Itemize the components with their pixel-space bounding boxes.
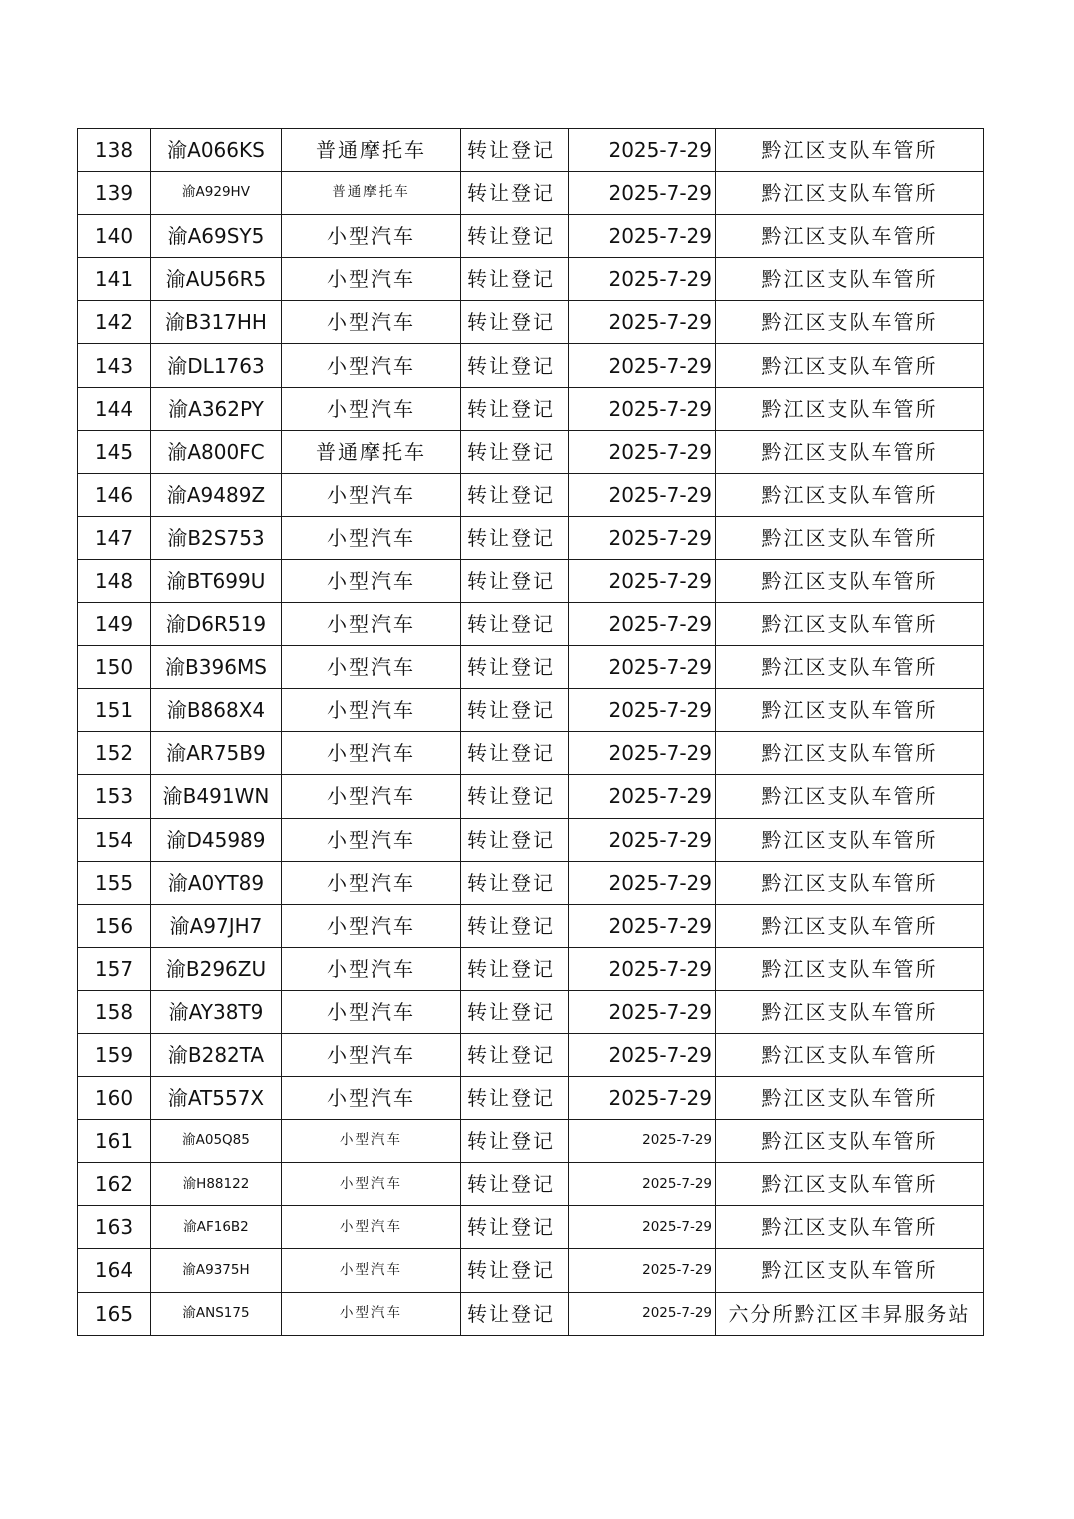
row-number-cell: 159 bbox=[78, 1033, 151, 1076]
table-row bbox=[78, 172, 984, 215]
registration-date-cell: 2025-7-29 bbox=[569, 387, 716, 430]
registration-date-cell: 2025-7-29 bbox=[569, 689, 716, 732]
registration-date-cell: 2025-7-29 bbox=[569, 775, 716, 818]
registration-date-cell: 2025-7-29 bbox=[569, 1120, 716, 1163]
plate-number-cell: 渝AF16B2 bbox=[151, 1206, 282, 1249]
business-type-cell: 转让登记 bbox=[461, 1206, 569, 1249]
table-row bbox=[78, 646, 984, 689]
business-type-cell: 转让登记 bbox=[461, 1120, 569, 1163]
business-type-cell: 转让登记 bbox=[461, 1249, 569, 1292]
handling-office-cell: 黔江区支队车管所 bbox=[716, 861, 984, 904]
row-number-cell: 150 bbox=[78, 646, 151, 689]
handling-office-cell: 黔江区支队车管所 bbox=[716, 1249, 984, 1292]
vehicle-type-cell: 小型汽车 bbox=[282, 1077, 461, 1120]
business-type-cell: 转让登记 bbox=[461, 1292, 569, 1335]
vehicle-type-cell: 小型汽车 bbox=[282, 387, 461, 430]
vehicle-type-cell: 小型汽车 bbox=[282, 1292, 461, 1335]
vehicle-type-cell: 小型汽车 bbox=[282, 258, 461, 301]
business-type-cell: 转让登记 bbox=[461, 818, 569, 861]
table-row bbox=[78, 516, 984, 559]
row-number-cell: 163 bbox=[78, 1206, 151, 1249]
plate-number-cell: 渝B317HH bbox=[151, 301, 282, 344]
business-type-cell: 转让登记 bbox=[461, 990, 569, 1033]
vehicle-type-cell: 小型汽车 bbox=[282, 1206, 461, 1249]
plate-number-cell: 渝A362PY bbox=[151, 387, 282, 430]
row-number-cell: 162 bbox=[78, 1163, 151, 1206]
handling-office-cell: 黔江区支队车管所 bbox=[716, 818, 984, 861]
business-type-cell: 转让登记 bbox=[461, 129, 569, 172]
handling-office-cell: 黔江区支队车管所 bbox=[716, 1206, 984, 1249]
handling-office-cell: 黔江区支队车管所 bbox=[716, 1120, 984, 1163]
handling-office-cell: 黔江区支队车管所 bbox=[716, 1163, 984, 1206]
row-number-cell: 155 bbox=[78, 861, 151, 904]
business-type-cell: 转让登记 bbox=[461, 689, 569, 732]
vehicle-type-cell: 小型汽车 bbox=[282, 603, 461, 646]
registration-date-cell: 2025-7-29 bbox=[569, 1249, 716, 1292]
registration-date-cell: 2025-7-29 bbox=[569, 603, 716, 646]
plate-number-cell: 渝A066KS bbox=[151, 129, 282, 172]
row-number-cell: 143 bbox=[78, 344, 151, 387]
plate-number-cell: 渝A800FC bbox=[151, 430, 282, 473]
business-type-cell: 转让登记 bbox=[461, 1077, 569, 1120]
handling-office-cell: 黔江区支队车管所 bbox=[716, 344, 984, 387]
plate-number-cell: 渝DL1763 bbox=[151, 344, 282, 387]
handling-office-cell: 黔江区支队车管所 bbox=[716, 430, 984, 473]
vehicle-type-cell: 普通摩托车 bbox=[282, 129, 461, 172]
plate-number-cell: 渝B396MS bbox=[151, 646, 282, 689]
business-type-cell: 转让登记 bbox=[461, 947, 569, 990]
row-number-cell: 153 bbox=[78, 775, 151, 818]
registration-date-cell: 2025-7-29 bbox=[569, 861, 716, 904]
table-row bbox=[78, 775, 984, 818]
registration-date-cell: 2025-7-29 bbox=[569, 215, 716, 258]
table-row bbox=[78, 1120, 984, 1163]
registration-date-cell: 2025-7-29 bbox=[569, 1077, 716, 1120]
registration-date-cell: 2025-7-29 bbox=[569, 301, 716, 344]
plate-number-cell: 渝AR75B9 bbox=[151, 732, 282, 775]
plate-number-cell: 渝A929HV bbox=[151, 172, 282, 215]
vehicle-type-cell: 小型汽车 bbox=[282, 344, 461, 387]
business-type-cell: 转让登记 bbox=[461, 344, 569, 387]
business-type-cell: 转让登记 bbox=[461, 1033, 569, 1076]
vehicle-type-cell: 小型汽车 bbox=[282, 904, 461, 947]
business-type-cell: 转让登记 bbox=[461, 301, 569, 344]
business-type-cell: 转让登记 bbox=[461, 904, 569, 947]
table-row bbox=[78, 387, 984, 430]
handling-office-cell: 黔江区支队车管所 bbox=[716, 775, 984, 818]
table-row bbox=[78, 559, 984, 602]
handling-office-cell: 黔江区支队车管所 bbox=[716, 516, 984, 559]
plate-number-cell: 渝AT557X bbox=[151, 1077, 282, 1120]
row-number-cell: 161 bbox=[78, 1120, 151, 1163]
table-row bbox=[78, 990, 984, 1033]
vehicle-type-cell: 小型汽车 bbox=[282, 516, 461, 559]
table-row bbox=[78, 904, 984, 947]
vehicle-registration-table bbox=[77, 128, 984, 1336]
table-row bbox=[78, 1033, 984, 1076]
plate-number-cell: 渝ANS175 bbox=[151, 1292, 282, 1335]
row-number-cell: 154 bbox=[78, 818, 151, 861]
registration-date-cell: 2025-7-29 bbox=[569, 904, 716, 947]
registration-date-cell: 2025-7-29 bbox=[569, 1163, 716, 1206]
row-number-cell: 149 bbox=[78, 603, 151, 646]
plate-number-cell: 渝A69SY5 bbox=[151, 215, 282, 258]
table-row bbox=[78, 689, 984, 732]
business-type-cell: 转让登记 bbox=[461, 172, 569, 215]
handling-office-cell: 黔江区支队车管所 bbox=[716, 904, 984, 947]
plate-number-cell: 渝B2S753 bbox=[151, 516, 282, 559]
business-type-cell: 转让登记 bbox=[461, 258, 569, 301]
handling-office-cell: 黔江区支队车管所 bbox=[716, 473, 984, 516]
handling-office-cell: 黔江区支队车管所 bbox=[716, 559, 984, 602]
plate-number-cell: 渝BT699U bbox=[151, 559, 282, 602]
business-type-cell: 转让登记 bbox=[461, 775, 569, 818]
table-row bbox=[78, 1206, 984, 1249]
registration-date-cell: 2025-7-29 bbox=[569, 1206, 716, 1249]
registration-date-cell: 2025-7-29 bbox=[569, 559, 716, 602]
handling-office-cell: 黔江区支队车管所 bbox=[716, 215, 984, 258]
handling-office-cell: 黔江区支队车管所 bbox=[716, 387, 984, 430]
row-number-cell: 151 bbox=[78, 689, 151, 732]
row-number-cell: 165 bbox=[78, 1292, 151, 1335]
row-number-cell: 158 bbox=[78, 990, 151, 1033]
table-row bbox=[78, 301, 984, 344]
business-type-cell: 转让登记 bbox=[461, 387, 569, 430]
handling-office-cell: 黔江区支队车管所 bbox=[716, 1033, 984, 1076]
row-number-cell: 138 bbox=[78, 129, 151, 172]
table-body bbox=[78, 129, 984, 1336]
business-type-cell: 转让登记 bbox=[461, 603, 569, 646]
registration-date-cell: 2025-7-29 bbox=[569, 947, 716, 990]
registration-date-cell: 2025-7-29 bbox=[569, 1033, 716, 1076]
table-row bbox=[78, 215, 984, 258]
business-type-cell: 转让登记 bbox=[461, 732, 569, 775]
vehicle-type-cell: 小型汽车 bbox=[282, 1163, 461, 1206]
registration-date-cell: 2025-7-29 bbox=[569, 344, 716, 387]
plate-number-cell: 渝D45989 bbox=[151, 818, 282, 861]
row-number-cell: 148 bbox=[78, 559, 151, 602]
business-type-cell: 转让登记 bbox=[461, 473, 569, 516]
plate-number-cell: 渝H88122 bbox=[151, 1163, 282, 1206]
table-row bbox=[78, 732, 984, 775]
table-row bbox=[78, 1292, 984, 1335]
plate-number-cell: 渝A9489Z bbox=[151, 473, 282, 516]
plate-number-cell: 渝B491WN bbox=[151, 775, 282, 818]
vehicle-type-cell: 小型汽车 bbox=[282, 1249, 461, 1292]
row-number-cell: 146 bbox=[78, 473, 151, 516]
plate-number-cell: 渝AU56R5 bbox=[151, 258, 282, 301]
plate-number-cell: 渝D6R519 bbox=[151, 603, 282, 646]
business-type-cell: 转让登记 bbox=[461, 1163, 569, 1206]
row-number-cell: 139 bbox=[78, 172, 151, 215]
table-row bbox=[78, 344, 984, 387]
handling-office-cell: 黔江区支队车管所 bbox=[716, 258, 984, 301]
vehicle-type-cell: 小型汽车 bbox=[282, 947, 461, 990]
vehicle-type-cell: 小型汽车 bbox=[282, 473, 461, 516]
business-type-cell: 转让登记 bbox=[461, 430, 569, 473]
plate-number-cell: 渝A0YT89 bbox=[151, 861, 282, 904]
registration-date-cell: 2025-7-29 bbox=[569, 258, 716, 301]
vehicle-type-cell: 普通摩托车 bbox=[282, 430, 461, 473]
vehicle-type-cell: 小型汽车 bbox=[282, 215, 461, 258]
plate-number-cell: 渝B868X4 bbox=[151, 689, 282, 732]
table-row bbox=[78, 1249, 984, 1292]
row-number-cell: 157 bbox=[78, 947, 151, 990]
vehicle-type-cell: 小型汽车 bbox=[282, 1033, 461, 1076]
handling-office-cell: 黔江区支队车管所 bbox=[716, 947, 984, 990]
vehicle-type-cell: 小型汽车 bbox=[282, 861, 461, 904]
table-row bbox=[78, 129, 984, 172]
row-number-cell: 156 bbox=[78, 904, 151, 947]
table-row bbox=[78, 947, 984, 990]
vehicle-type-cell: 小型汽车 bbox=[282, 1120, 461, 1163]
plate-number-cell: 渝B296ZU bbox=[151, 947, 282, 990]
business-type-cell: 转让登记 bbox=[461, 215, 569, 258]
business-type-cell: 转让登记 bbox=[461, 559, 569, 602]
vehicle-type-cell: 小型汽车 bbox=[282, 775, 461, 818]
plate-number-cell: 渝B282TA bbox=[151, 1033, 282, 1076]
registration-date-cell: 2025-7-29 bbox=[569, 129, 716, 172]
handling-office-cell: 黔江区支队车管所 bbox=[716, 990, 984, 1033]
handling-office-cell: 黔江区支队车管所 bbox=[716, 646, 984, 689]
handling-office-cell: 黔江区支队车管所 bbox=[716, 603, 984, 646]
table-row bbox=[78, 1077, 984, 1120]
table-row bbox=[78, 430, 984, 473]
handling-office-cell: 黔江区支队车管所 bbox=[716, 301, 984, 344]
vehicle-type-cell: 小型汽车 bbox=[282, 301, 461, 344]
handling-office-cell: 六分所黔江区丰昇服务站 bbox=[716, 1292, 984, 1335]
vehicle-type-cell: 小型汽车 bbox=[282, 732, 461, 775]
business-type-cell: 转让登记 bbox=[461, 861, 569, 904]
plate-number-cell: 渝A97JH7 bbox=[151, 904, 282, 947]
row-number-cell: 145 bbox=[78, 430, 151, 473]
table-row bbox=[78, 473, 984, 516]
table-row bbox=[78, 861, 984, 904]
table-row bbox=[78, 1163, 984, 1206]
business-type-cell: 转让登记 bbox=[461, 646, 569, 689]
plate-number-cell: 渝AY38T9 bbox=[151, 990, 282, 1033]
row-number-cell: 147 bbox=[78, 516, 151, 559]
handling-office-cell: 黔江区支队车管所 bbox=[716, 172, 984, 215]
vehicle-type-cell: 小型汽车 bbox=[282, 559, 461, 602]
plate-number-cell: 渝A9375H bbox=[151, 1249, 282, 1292]
registration-date-cell: 2025-7-29 bbox=[569, 646, 716, 689]
handling-office-cell: 黔江区支队车管所 bbox=[716, 689, 984, 732]
registration-date-cell: 2025-7-29 bbox=[569, 732, 716, 775]
plate-number-cell: 渝A05Q85 bbox=[151, 1120, 282, 1163]
business-type-cell: 转让登记 bbox=[461, 516, 569, 559]
vehicle-type-cell: 小型汽车 bbox=[282, 689, 461, 732]
row-number-cell: 160 bbox=[78, 1077, 151, 1120]
row-number-cell: 164 bbox=[78, 1249, 151, 1292]
registration-date-cell: 2025-7-29 bbox=[569, 990, 716, 1033]
registration-date-cell: 2025-7-29 bbox=[569, 473, 716, 516]
table-row bbox=[78, 603, 984, 646]
registration-date-cell: 2025-7-29 bbox=[569, 818, 716, 861]
row-number-cell: 144 bbox=[78, 387, 151, 430]
vehicle-type-cell: 小型汽车 bbox=[282, 646, 461, 689]
table-row bbox=[78, 818, 984, 861]
vehicle-type-cell: 普通摩托车 bbox=[282, 172, 461, 215]
registration-date-cell: 2025-7-29 bbox=[569, 172, 716, 215]
handling-office-cell: 黔江区支队车管所 bbox=[716, 732, 984, 775]
row-number-cell: 142 bbox=[78, 301, 151, 344]
registration-date-cell: 2025-7-29 bbox=[569, 516, 716, 559]
handling-office-cell: 黔江区支队车管所 bbox=[716, 129, 984, 172]
row-number-cell: 140 bbox=[78, 215, 151, 258]
vehicle-type-cell: 小型汽车 bbox=[282, 818, 461, 861]
row-number-cell: 141 bbox=[78, 258, 151, 301]
handling-office-cell: 黔江区支队车管所 bbox=[716, 1077, 984, 1120]
registration-date-cell: 2025-7-29 bbox=[569, 430, 716, 473]
vehicle-type-cell: 小型汽车 bbox=[282, 990, 461, 1033]
registration-date-cell: 2025-7-29 bbox=[569, 1292, 716, 1335]
table-row bbox=[78, 258, 984, 301]
row-number-cell: 152 bbox=[78, 732, 151, 775]
